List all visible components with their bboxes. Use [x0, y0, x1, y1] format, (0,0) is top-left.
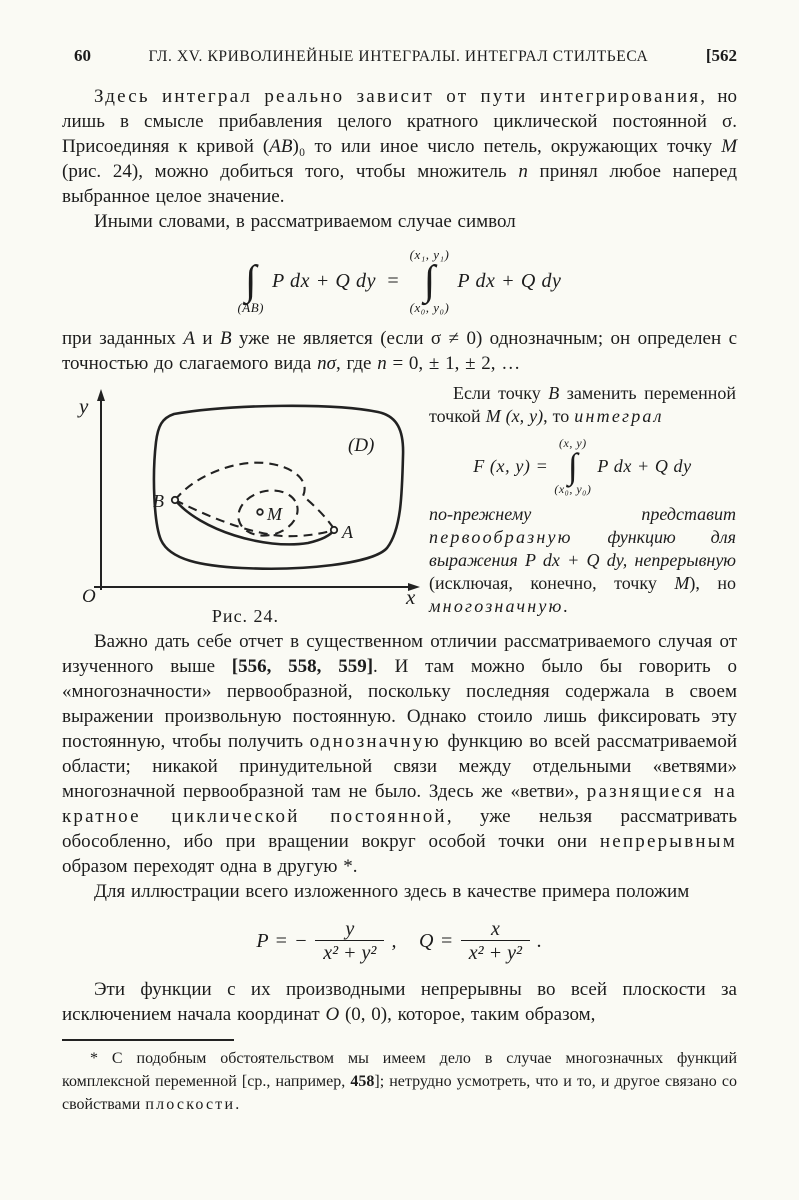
- q-denominator: x² + y²: [461, 940, 530, 965]
- integral-ab: [237, 246, 264, 316]
- q-lhs: Q =: [419, 930, 454, 952]
- y-axis-arrowhead: [97, 389, 105, 401]
- formula-cyclic-integral: [62, 246, 737, 316]
- formula-f-definition: [429, 436, 736, 497]
- integral-upper-limit: (x, y): [559, 436, 587, 450]
- footnote: * С подобным обстоятельством мы имеем дело в случае многозначных функций комплексной переменной [ср., например, 458]; нетрудно усмотреть, что и то, и другое связано со свойствами плоскости.: [62, 1050, 737, 1113]
- integral-sign: ∫: [567, 446, 578, 486]
- figure-24: [62, 382, 429, 627]
- comma: ,: [391, 930, 398, 952]
- paragraph-antiderivative: по-прежнему представит первообразную функцию для выражения P dx + Q dy, непрерывную (исключая, конечно, точку M), но многозначную.: [429, 504, 736, 616]
- point-m-label: M: [267, 504, 282, 524]
- paragraph-cyclic-constant: Здесь интеграл реально зависит от пути интегрирования, но лишь в смысле прибавления целого кратного циклической постоянной σ. Присоединяя к кривой (AB)₀ то или иное число петель, окружающих точку M (рис. 24), можно добиться того, чтобы множитель n принял любое наперед выбранное целое значение.: [62, 86, 738, 207]
- point-m: [257, 509, 263, 515]
- p-fraction: [315, 918, 384, 965]
- dashed-middle-curve: [175, 500, 334, 536]
- section-reference: [562: [705, 46, 737, 65]
- page-header: [62, 46, 737, 66]
- integrand-left: P dx + Q dy: [271, 269, 377, 292]
- x-axis-label: x: [406, 585, 416, 604]
- paragraph-in-other-words: Иными словами, в рассматриваемом случае символ: [94, 211, 516, 232]
- figure-caption: Рис. 24.: [211, 606, 280, 626]
- figure-24-drawing: [62, 382, 429, 604]
- integrand-right: P dx + Q dy: [457, 269, 562, 292]
- f-lhs: F (x, y) =: [473, 456, 549, 476]
- integral-sign: ∫: [244, 258, 257, 304]
- paragraph-for-illustration: Для иллюстрации всего изложенного здесь в качестве примера положим: [94, 881, 690, 902]
- figure-and-text-block: [62, 382, 737, 627]
- point-b: [172, 497, 178, 503]
- y-axis-label: y: [79, 394, 89, 418]
- page-number: 60: [74, 46, 91, 65]
- integral-lower-limit: (x₀, y₀): [409, 300, 450, 315]
- paragraph-replace-point: Если точку B заменить переменной точкой M (x, y), то интеграл: [429, 383, 736, 426]
- chapter-title: ГЛ. XV. КРИВОЛИНЕЙНЫЕ ИНТЕГРАЛЫ. ИНТЕГРАЛ СТИЛТЬЕСА: [148, 48, 649, 65]
- equals-sign: =: [386, 269, 400, 292]
- integral-x0y0-xy: [554, 436, 591, 497]
- q-numerator: x: [490, 918, 500, 940]
- origin-label: O: [82, 586, 96, 604]
- domain-label: (D): [348, 435, 375, 456]
- point-a: [331, 527, 337, 533]
- footnote-divider: [62, 1039, 234, 1041]
- integral-lower-limit: (x₀, y₀): [554, 482, 592, 496]
- integral-sign: ∫: [423, 258, 436, 304]
- point-b-label: B: [153, 491, 164, 511]
- integral-upper-limit: (x₁, y₁): [409, 247, 450, 262]
- paragraph-these-functions: Эти функции с их производными непрерывны во всей плоскости за исключением начала координат O (0, 0), которое, таким образом,: [62, 979, 737, 1025]
- paragraph-important-difference: Важно дать себе отчет в существенном отличии рассматриваемого случая от изученного выше [556, 558, 559]. И там можно было бы говорить о «многозначности» первообразной, поскольку последняя содержала в своем выражении произвольную постоянную. Однако стоило лишь фиксировать эту постоянную, чтобы получить однозначную функцию во всей рассматриваемой области; никакой принудительной связи между отдельными «ветвями» многозначной первообразной там не было. Здесь же «ветви», разнящиеся на кратное циклической постоянной, уже нельзя рассматривать обособленно, ибо при вращении вокруг особой точки они непрерывным образом переходят одна в другую *.: [62, 631, 737, 877]
- p-lhs: P = −: [256, 930, 309, 952]
- integral-lower-limit: (AB): [237, 300, 264, 315]
- period: .: [537, 930, 543, 952]
- point-a-label: A: [342, 522, 353, 542]
- p-denominator: x² + y²: [315, 940, 384, 965]
- solid-curve-ba: [175, 500, 334, 544]
- paragraph-single-valued: при заданных A и B уже не является (если σ ≠ 0) однозначным; он определен с точностью до слагаемого вида nσ, где n = 0, ± 1, ± 2, …: [62, 328, 737, 374]
- q-fraction: [461, 918, 530, 965]
- integrand: P dx + Q dy: [597, 456, 692, 476]
- integral-x0y0-x1y1: [410, 246, 450, 316]
- p-numerator: y: [345, 918, 355, 940]
- right-column: [429, 382, 736, 627]
- formula-pq-example: [62, 918, 737, 965]
